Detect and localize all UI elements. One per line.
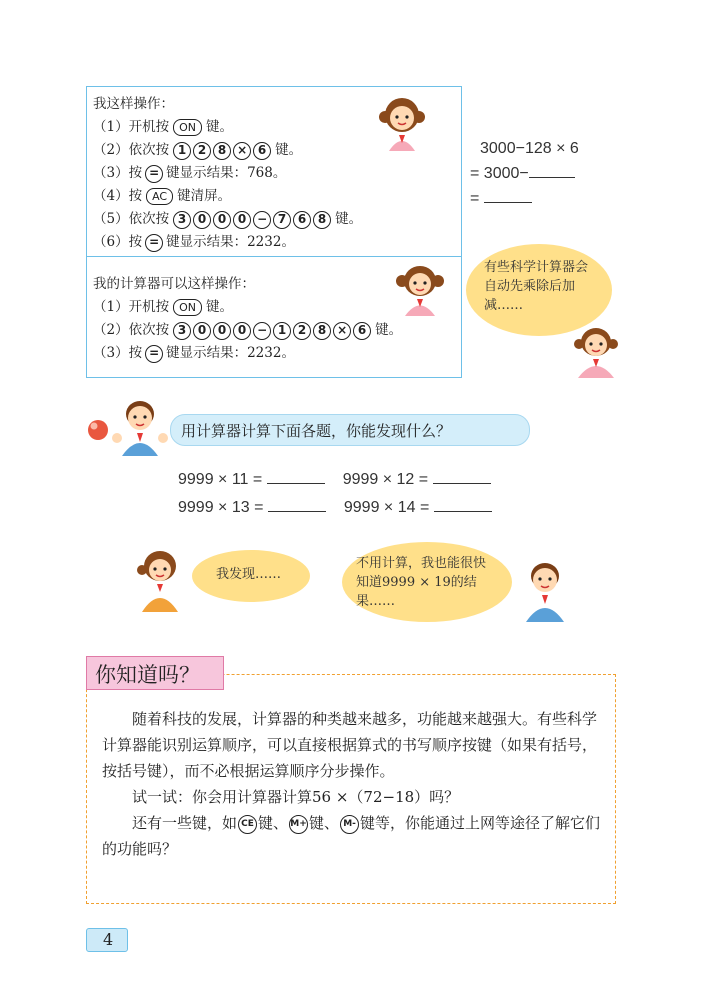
- key-8: 8: [313, 322, 331, 340]
- key-sequence: [172, 211, 332, 229]
- key-minus: −: [253, 322, 271, 340]
- box2-title: 我的计算器可以这样操作：: [93, 276, 255, 292]
- key-8: 8: [213, 142, 231, 160]
- key-8: 8: [313, 211, 331, 229]
- key-sequence: [172, 142, 272, 160]
- key-multiply: ×: [233, 142, 251, 160]
- exercise-item: 9999 × 13 =: [178, 494, 326, 522]
- ball-icon: [86, 418, 110, 442]
- know-content: [102, 706, 604, 862]
- on-key: ON: [173, 119, 202, 136]
- exercise-item: 9999 × 12 =: [343, 466, 491, 494]
- key-0: 0: [213, 211, 231, 229]
- box1-step1: （1）开机按 ON 键。: [93, 119, 233, 135]
- box1-step3: （3）按 = 键显示结果：768。: [93, 165, 287, 181]
- boy-illustration: [108, 396, 172, 456]
- girl-illustration: [130, 548, 190, 612]
- key-2: 2: [293, 322, 311, 340]
- key-sequence: [172, 322, 372, 340]
- know-paragraph-2: 试一试：你会用计算器计算56 ×（72−18）吗？: [132, 788, 460, 806]
- calc-line-2: = 3000−: [470, 161, 579, 186]
- key-minus: −: [253, 211, 271, 229]
- box1-step5: （5）依次按 3 0 0 0 − 7 6 8 键。: [93, 211, 363, 227]
- box1-step4: （4）按 AC 键清屏。: [93, 188, 232, 204]
- side-calculation: [470, 136, 579, 211]
- bubble-text-found: 我发现……: [216, 567, 282, 582]
- box1-step2: （2）依次按 1 2 8 × 6 键。: [93, 142, 303, 158]
- equals-key: =: [145, 345, 163, 363]
- know-paragraph-3: 还有一些键，如 CE 键、 M+ 键、 M- 键等，你能通过上网等途径了解它们的功能吗？: [102, 814, 601, 858]
- know-paragraph-1: 随着科技的发展，计算器的种类越来越多，功能越来越强大。有些科学计算器能识别运算顺序，可以直接根据算式的书写顺序按键（如果有括号，按括号键），而不必根据运算顺序分步操作。: [102, 710, 598, 780]
- operation-box-2: [86, 256, 462, 378]
- on-key: ON: [173, 299, 202, 316]
- key-6: 6: [253, 142, 271, 160]
- key-multiply: ×: [333, 322, 351, 340]
- ac-key: AC: [146, 188, 173, 205]
- m-minus-key: M-: [340, 815, 359, 834]
- key-6: 6: [293, 211, 311, 229]
- key-7: 7: [273, 211, 291, 229]
- boy-illustration: [516, 558, 574, 622]
- bubble-text-quick: 不用计算，我也能很快知道9999 × 19的结果……: [356, 556, 487, 609]
- girl-illustration: [375, 93, 429, 153]
- operation-box-1: [86, 86, 462, 258]
- box2-step3: （3）按 = 键显示结果：2232。: [93, 345, 295, 361]
- key-0: 0: [193, 322, 211, 340]
- did-you-know-title: 你知道吗？: [86, 656, 224, 690]
- ce-key: CE: [238, 815, 257, 834]
- box2-step2: （2）依次按 3 0 0 0 − 1 2 8 × 6 键。: [93, 322, 403, 338]
- key-0: 0: [233, 322, 251, 340]
- key-0: 0: [213, 322, 231, 340]
- task-prompt: 用计算器计算下面各题，你能发现什么？: [170, 414, 530, 446]
- equals-key: =: [145, 234, 163, 252]
- box2-step1: （1）开机按 ON 键。: [93, 299, 233, 315]
- exercise-item: 9999 × 14 =: [344, 494, 492, 522]
- box1-step6: （6）按 = 键显示结果：2232。: [93, 234, 295, 250]
- key-3: 3: [173, 211, 191, 229]
- girl-illustration: [568, 322, 624, 378]
- calc-line-1: 3000−128 × 6: [480, 140, 579, 157]
- key-2: 2: [193, 142, 211, 160]
- equals-key: =: [145, 165, 163, 183]
- m-plus-key: M+: [289, 815, 308, 834]
- exercise-grid: [178, 466, 492, 522]
- exercise-item: 9999 × 11 =: [178, 466, 325, 494]
- box1-title: 我这样操作：: [93, 96, 174, 112]
- key-3: 3: [173, 322, 191, 340]
- key-6: 6: [353, 322, 371, 340]
- key-1: 1: [273, 322, 291, 340]
- key-0: 0: [193, 211, 211, 229]
- calc-line-3: =: [470, 186, 579, 211]
- key-1: 1: [173, 142, 191, 160]
- girl-illustration: [393, 261, 447, 317]
- key-0: 0: [233, 211, 251, 229]
- bubble-text-sci: 有些科学计算器会自动先乘除后加减……: [484, 260, 589, 313]
- page-number: 4: [86, 928, 128, 952]
